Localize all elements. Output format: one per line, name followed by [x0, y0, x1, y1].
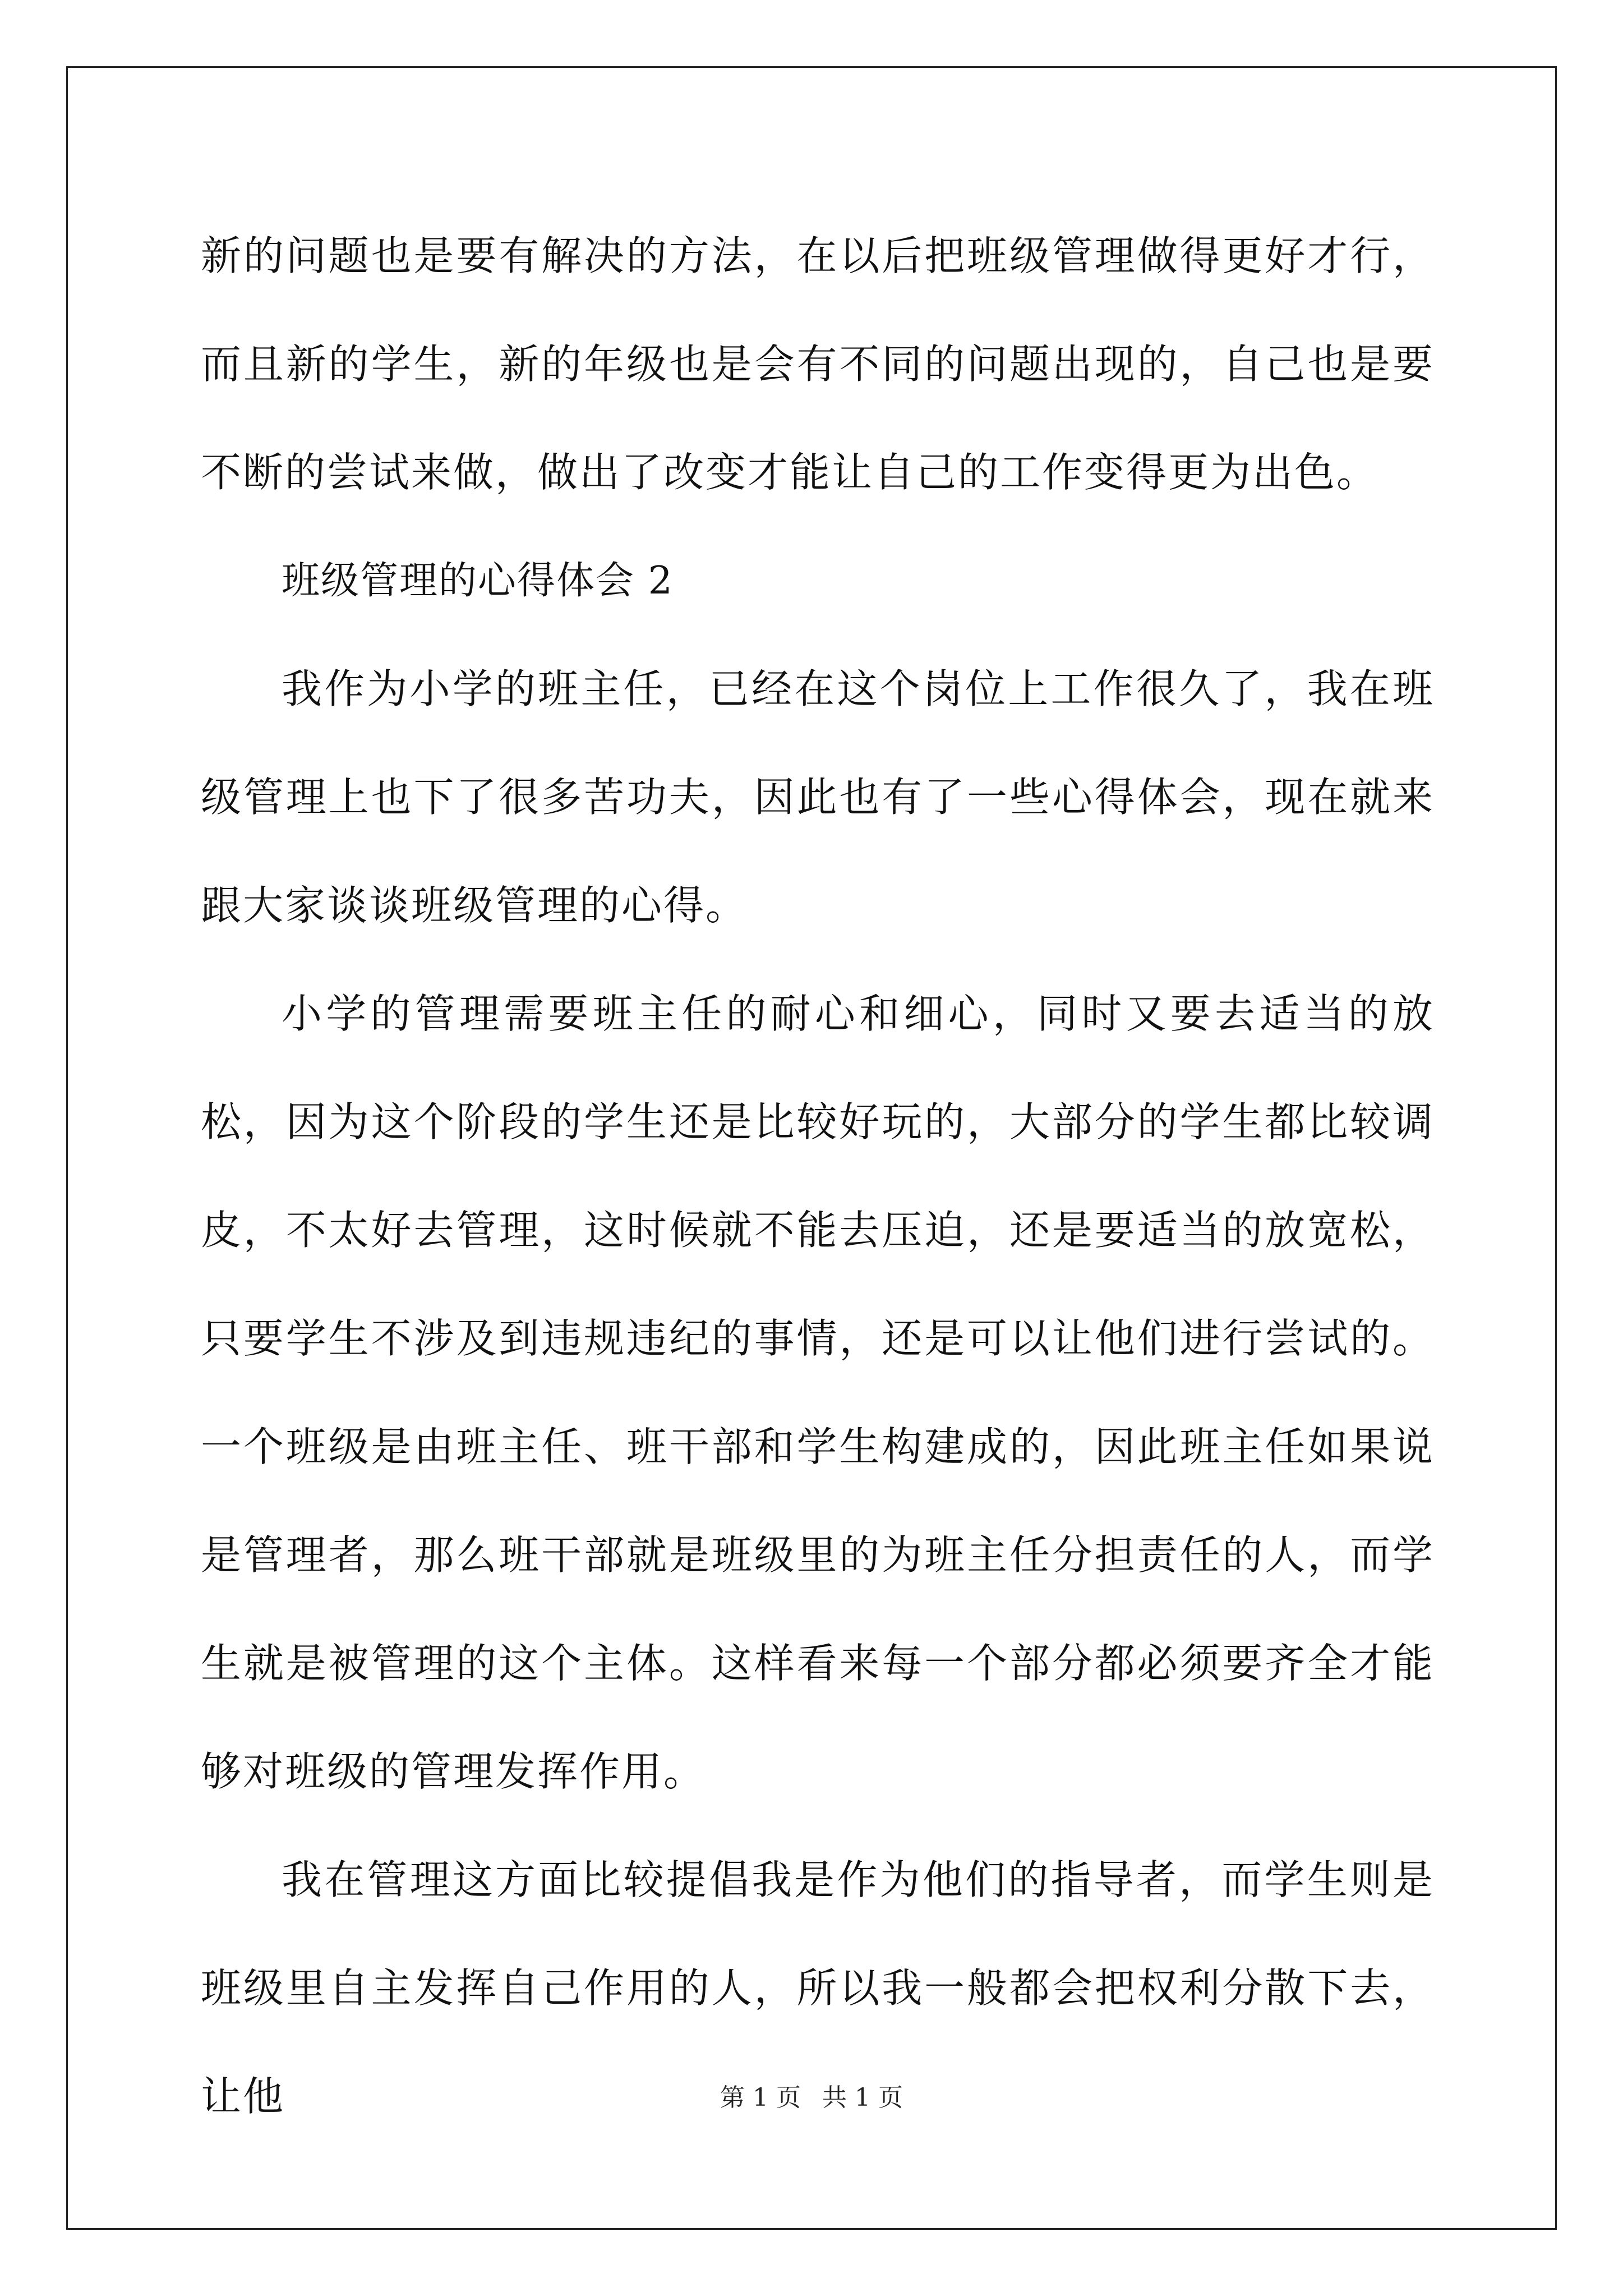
page-total: 共 1 页: [822, 2083, 903, 2112]
continuation-paragraph: 新的问题也是要有解决的方法，在以后把班级管理做得更好才行，而且新的学生，新的年级也是会有不同的问题出现的，自己也是要不断的尝试来做，做出了改变才能让自己的工作变得更为出色。: [201, 232, 1435, 496]
section-heading: 班级管理的心得体会 2: [282, 559, 674, 603]
paragraph-1: 我作为小学的班主任，已经在这个岗位上工作很久了，我在班级管理上也下了很多苦功夫，因此也有了一些心得体会，现在就来跟大家谈谈班级管理的心得。: [201, 665, 1435, 929]
document-body: [201, 202, 1435, 2151]
page-footer: [0, 2081, 1623, 2115]
paragraph-2: 小学的管理需要班主任的耐心和细心，同时又要去适当的放松，因为这个阶段的学生还是比较好玩的，大部分的学生都比较调皮，不太好去管理，这时候就不能去压迫，还是要适当的放宽松，只要学生不涉及到违规违纪的事情，还是可以让他们进行尝试的。一个班级是由班主任、班干部和学生构建成的，因此班主任如果说是管理者，那么班干部就是班级里的为班主任分担责任的人，而学生就是被管理的这个主体。这样看来每一个部分都必须要齐全才能够对班级的管理发挥作用。: [201, 990, 1435, 1795]
paragraph-3: 我在管理这方面比较提倡我是作为他们的指导者，而学生则是班级里自主发挥自己作用的人，所以我一般都会把权利分散下去，让他: [201, 1856, 1435, 2120]
page-number: 第 1 页: [720, 2083, 801, 2112]
